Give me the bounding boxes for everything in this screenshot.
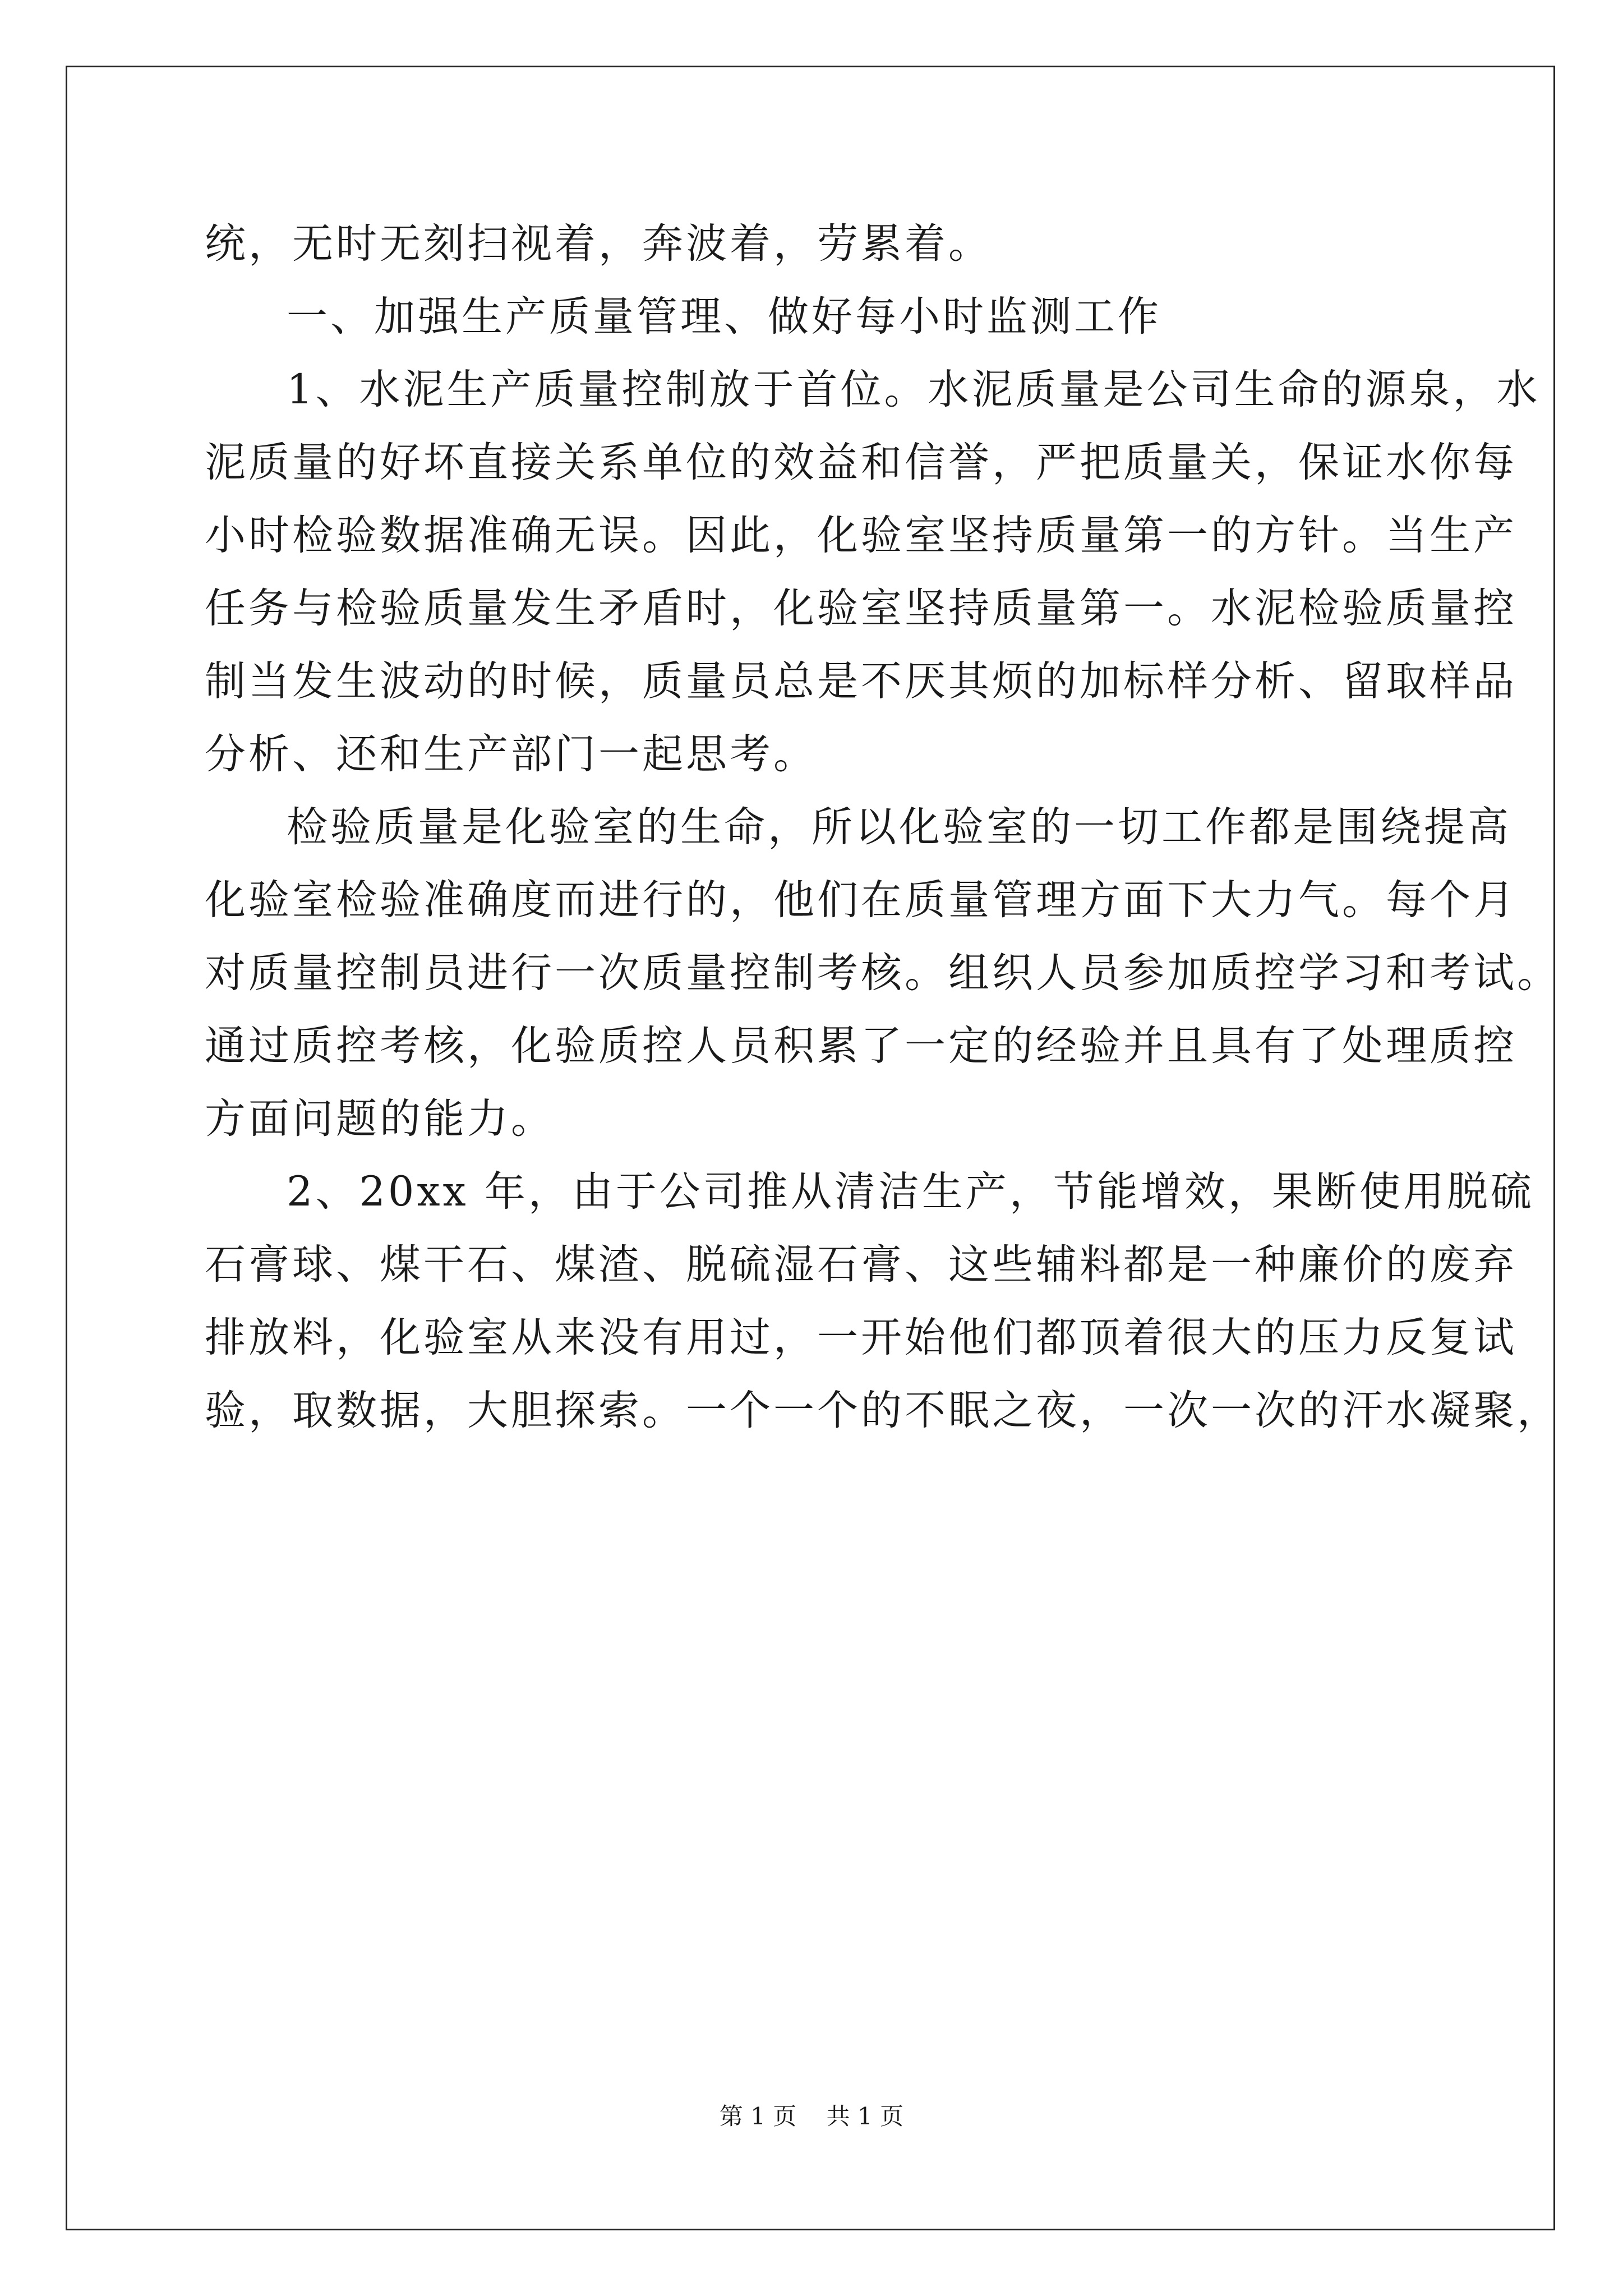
- text-line: 泥质量的好坏直接关系单位的效益和信誉，严把质量关，保证水你每: [205, 439, 1517, 486]
- text-line: 小时检验数据准确无误。因此，化验室坚持质量第一的方针。当生产: [205, 512, 1517, 559]
- text-line: 分析、还和生产部门一起思考。: [205, 730, 817, 778]
- text-line: 石膏球、煤干石、煤渣、脱硫湿石膏、这些辅料都是一种廉价的废弃: [205, 1241, 1517, 1289]
- text-line: 化验室检验准确度而进行的，他们在质量管理方面下大力气。每个月: [205, 876, 1517, 924]
- text-line: 通过质控考核，化验质控人员积累了一定的经验并且具有了处理质控: [205, 1022, 1517, 1070]
- page-footer: [0, 2098, 1623, 2132]
- text-line: 检验质量是化验室的生命，所以化验室的一切工作都是围绕提高: [287, 803, 1511, 851]
- text-line: 方面问题的能力。: [205, 1095, 555, 1143]
- text-line: 1、水泥生产质量控制放于首位。水泥质量是公司生命的源泉，水: [287, 366, 1541, 413]
- text-line: 任务与检验质量发生矛盾时，化验室坚持质量第一。水泥检验质量控: [205, 585, 1517, 632]
- text-line: 统，无时无刻扫视着，奔波着，劳累着。: [205, 220, 992, 268]
- document-body: [205, 208, 1561, 1447]
- text-line: 2、20xx 年，由于公司推从清洁生产，节能增效，果断使用脱硫: [287, 1168, 1534, 1216]
- section-heading: 一、加强生产质量管理、做好每小时监测工作: [287, 293, 1161, 341]
- text-line: 制当发生波动的时候，质量员总是不厌其烦的加标样分析、留取样品: [205, 657, 1517, 705]
- text-line: 排放料，化验室从来没有用过，一开始他们都顶着很大的压力反复试: [205, 1314, 1517, 1361]
- page-number: 第 1 页: [719, 2102, 797, 2130]
- text-line: 对质量控制员进行一次质量控制考核。组织人员参加质控学习和考试。: [205, 949, 1561, 997]
- page-total: 共 1 页: [826, 2102, 904, 2130]
- text-line: 验，取数据，大胆探索。一个一个的不眠之夜，一次一次的汗水凝聚，: [205, 1387, 1561, 1434]
